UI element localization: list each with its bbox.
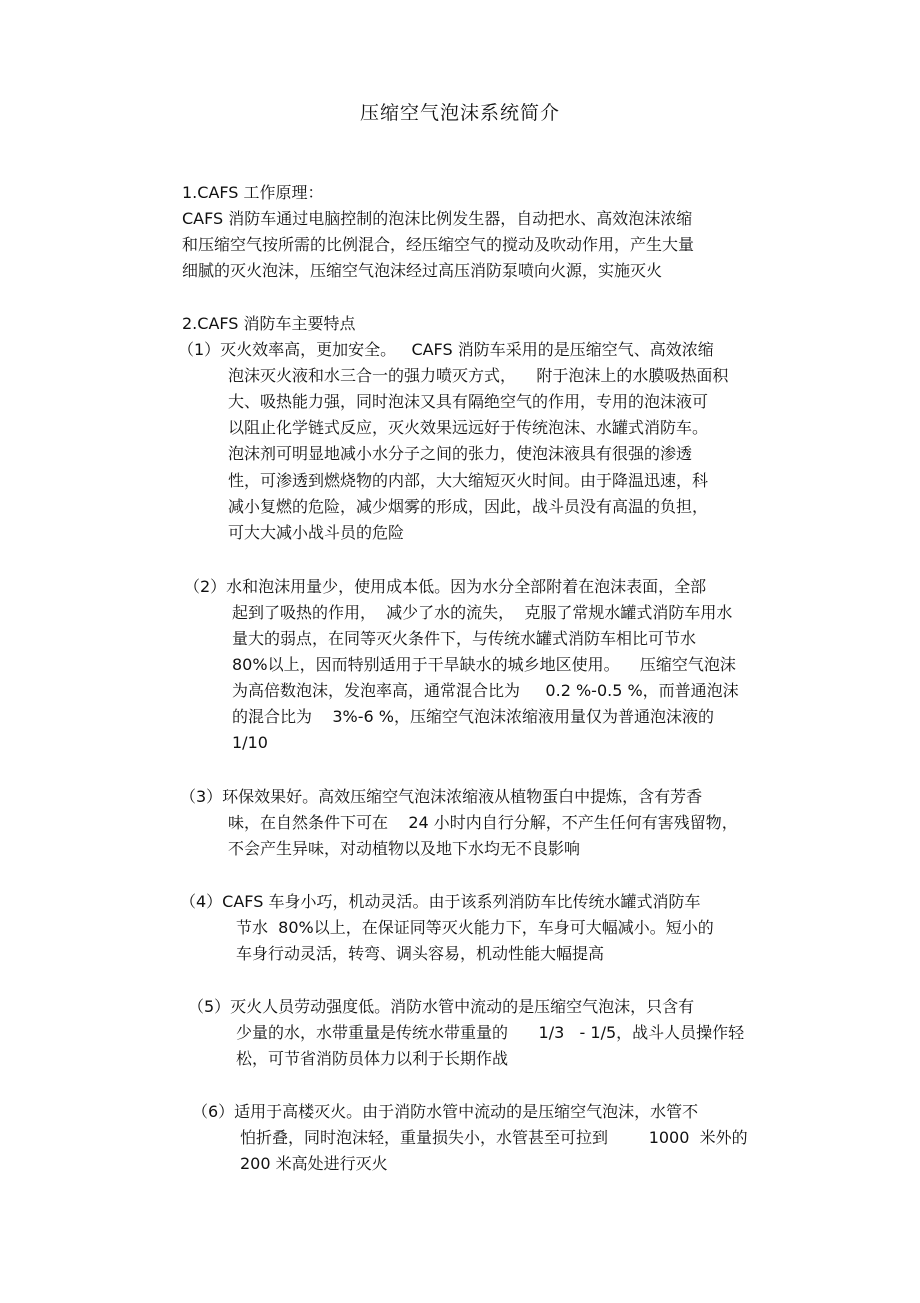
item-2-line: 为高倍数泡沫，发泡率高，通常混合比为 0.2 %-0.5 %，而普通泡沫 [232,681,739,700]
item-4-line: 节水 80%以上，在保证同等灭火能力下，车身可大幅减小。短小的 [236,918,714,937]
item-1-line: 泡沫剂可明显地减小水分子之间的张力，使泡沫液具有很强的渗透 [228,444,693,463]
section-1-line: CAFS 消防车通过电脑控制的泡沫比例发生器，自动把水、高效泡沫浓缩 [182,209,693,228]
item-1-line: 减小复燃的危险，减少烟雾的形成，因此，战斗员没有高温的负担， [228,497,709,516]
item-2-line: 起到了吸热的作用， 减少了水的流失， 克服了常规水罐式消防车用水 [232,603,733,622]
document-title: 压缩空气泡沫系统简介 [359,102,560,124]
item-2-line: （2）水和泡沫用量少，使用成本低。因为水分全部附着在泡沫表面，全部 [184,577,707,596]
item-1-line: 以阻止化学链式反应，灭火效果远远好于传统泡沫、水罐式消防车。 [228,418,709,437]
item-6-line: （6）适用于高楼灭火。由于消防水管中流动的是压缩空气泡沫，水管不 [192,1102,699,1121]
item-3-line: 味，在自然条件下可在 24 小时内自行分解，不产生任何有害残留物， [228,813,738,832]
item-5-line: （5）灭火人员劳动强度低。消防水管中流动的是压缩空气泡沫，只含有 [188,997,695,1016]
section-1-line: 细腻的灭火泡沫，压缩空气泡沫经过高压消防泵喷向火源，实施灭火 [182,261,663,280]
item-1-line: 泡沫灭火液和水三合一的强力喷灭方式， 附于泡沫上的水膜吸热面积 [228,366,729,385]
item-2-line: 1/10 [232,733,268,752]
item-6-line: 怕折叠，同时泡沫轻，重量损失小，水管甚至可拉到 1000 米外的 [240,1128,748,1147]
item-1-line: （1）灭火效率高，更加安全。 CAFS 消防车采用的是压缩空气、高效浓缩 [178,340,714,359]
item-3-line: 不会产生异味，对动植物以及地下水均无不良影响 [228,839,581,858]
item-1-line: 可大大减小战斗员的危险 [228,523,405,542]
item-2-line: 量大的弱点，在同等灭火条件下，与传统水罐式消防车相比可节水 [232,629,697,648]
section-1-line: 和压缩空气按所需的比例混合，经压缩空气的搅动及吹动作用，产生大量 [182,235,695,254]
item-2-line: 的混合比为 3%-6 %，压缩空气泡沫浓缩液用量仅为普通泡沫液的 [232,707,714,726]
item-5-line: 松，可节省消防员体力以利于长期作战 [236,1049,509,1068]
item-5-line: 少量的水，水带重量是传统水带重量的 1/3 - 1/5，战斗人员操作轻 [236,1023,745,1042]
item-4-line: （4）CAFS 车身小巧，机动灵活。由于该系列消防车比传统水罐式消防车 [180,892,701,911]
section-1-heading: 1.CAFS 工作原理： [182,183,324,202]
item-1-line: 大、吸热能力强，同时泡沫又具有隔绝空气的作用，专用的泡沫液可 [228,392,709,411]
item-3-line: （3）环保效果好。高效压缩空气泡沫浓缩液从植物蛋白中提炼，含有芳香 [180,787,703,806]
section-2-heading: 2.CAFS 消防车主要特点 [182,314,356,333]
item-1-line: 性，可渗透到燃烧物的内部，大大缩短灭火时间。由于降温迅速，科 [228,471,709,490]
item-4-line: 车身行动灵活，转弯、调头容易，机动性能大幅提高 [236,944,605,963]
item-2-line: 80%以上，因而特别适用于干旱缺水的城乡地区使用。 压缩空气泡沫 [232,655,736,674]
item-6-line: 200 米高处进行灭火 [240,1154,388,1173]
